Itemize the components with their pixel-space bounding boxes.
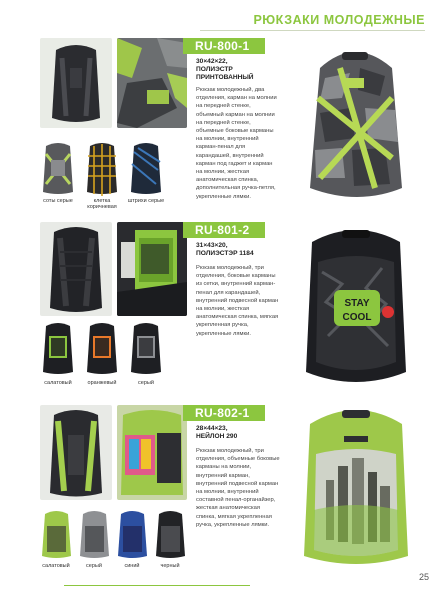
product-3-model: RU-802-1	[183, 405, 265, 421]
product-2-main-image	[282, 222, 430, 392]
svg-text:STAY: STAY	[344, 298, 370, 309]
product-2-description: Рюкзак молодежный, три отделения, боковые карманы из сетки, внутренний карман-пенал для карандашей, внутренний подвесной карман на молнии, жесткая анатомическая спинка, мягкая укрепленная ручка, укрепленные лямки.	[196, 265, 279, 337]
section-title: РЮКЗАКИ МОЛОДЕЖНЫЕ	[253, 13, 425, 27]
variant-label: клетка коричневая	[87, 198, 117, 210]
product-2-variant-1-image	[40, 320, 76, 376]
product-2-variant-2-image	[84, 320, 120, 376]
variant-label: оранжевый	[87, 380, 117, 386]
product-1-main-image	[280, 38, 430, 208]
variant-label: салатовый	[42, 563, 70, 569]
product-3-variant-4-image	[154, 508, 187, 560]
product-2-variant-3-image	[128, 320, 164, 376]
variant-label: черный	[160, 563, 180, 569]
product-1-variant-1-image	[40, 140, 76, 196]
product-1-size: 30×42×22,	[196, 58, 228, 65]
product-3-description: Рюкзак молодежный, три отделения, объемные боковые карманы на молнии, внутренний карман, внутренний подвесной карман на молнии, внутренний составной пенал-органайзер, жесткая анатомическая спинка, мягкая укрепленная ручка, укрепленные лямки.	[196, 448, 280, 528]
product-3-variant-3-image	[116, 508, 149, 560]
product-3-main-image	[282, 400, 430, 572]
product-3-back-photo	[40, 405, 112, 500]
page-number: 25	[418, 572, 429, 582]
footer-divider	[64, 585, 250, 586]
product-1-back-photo	[40, 38, 112, 128]
product-1-model: RU-800-1	[183, 38, 265, 54]
product-1-variant-3-image	[128, 140, 164, 196]
variant-label: соты серые	[43, 198, 73, 204]
product-1-material-2: ПРИНТОВАННЫЙ	[196, 74, 254, 81]
product-3-material: НЕЙЛОН 290	[196, 433, 238, 440]
product-2-back-photo	[40, 222, 112, 316]
header-divider	[200, 30, 425, 31]
product-3-detail-photo	[117, 405, 187, 500]
product-1-material: ПОЛИЭСТР	[196, 66, 233, 73]
product-3-variant-2-image	[78, 508, 111, 560]
variant-label: синий	[124, 563, 140, 569]
variant-label: штрихи серые	[127, 198, 165, 204]
variant-label: серый	[86, 563, 102, 569]
product-2-model: RU-801-2	[183, 222, 265, 238]
product-3-variant-1-image	[40, 508, 73, 560]
product-2-size: 31×43×20,	[196, 242, 228, 249]
product-2-material: ПОЛИЭСТЭР 1184	[196, 250, 254, 257]
variant-label: салатовый	[44, 380, 72, 386]
product-1-description: Рюкзак молодежный, два отделения, карман на молнии на передней стенке, объемный карман на молнии на передней стенке, объемные боковые карманы на молнии, внутренний карман-пенал для карандашей, внутренний карман под гаджет и карман на молнии, жесткая анатомическая спинка, дополнительная ручка-петля, укрепленные лямки.	[196, 87, 277, 200]
product-2-detail-photo	[117, 222, 187, 316]
product-1-detail-photo	[117, 38, 187, 128]
variant-label: серый	[138, 380, 154, 386]
product-3-size: 28×44×23,	[196, 425, 228, 432]
product-1-variant-2-image	[84, 140, 120, 196]
svg-text:COOL: COOL	[342, 312, 372, 323]
